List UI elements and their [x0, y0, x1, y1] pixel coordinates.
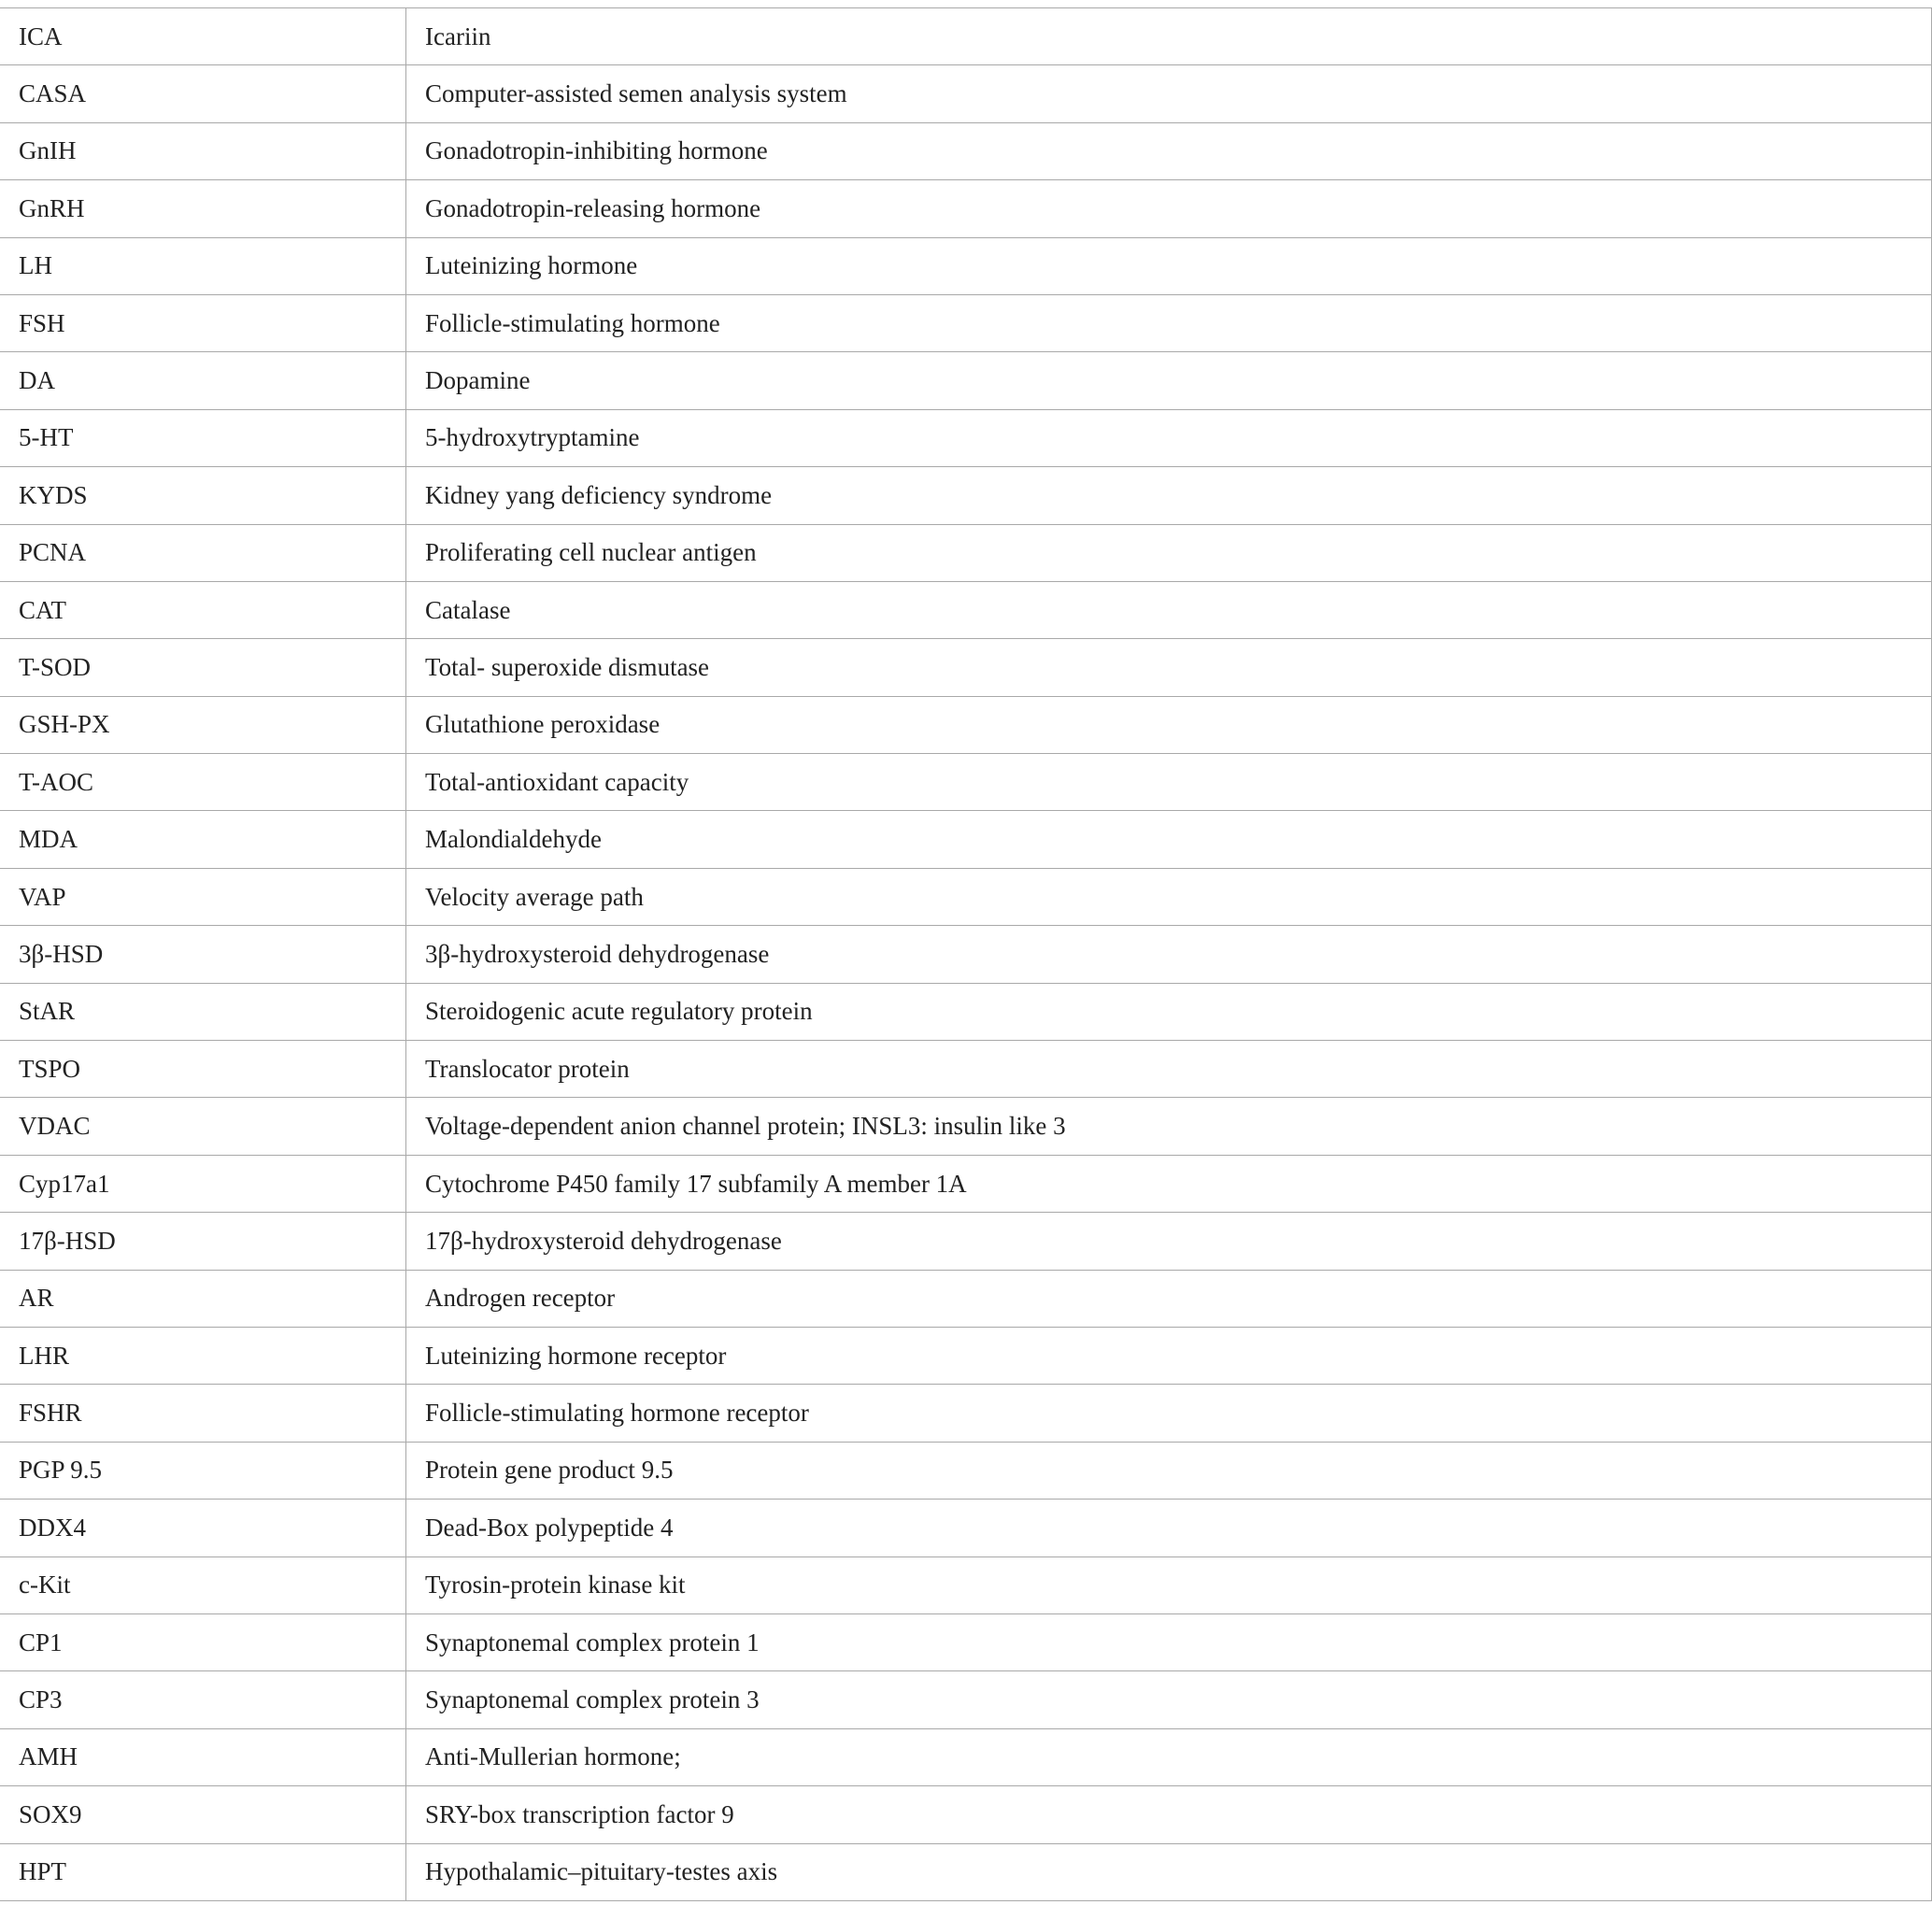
abbreviation-cell: 5-HT: [0, 409, 406, 466]
definition-cell: Dopamine: [406, 352, 1932, 409]
definition-cell: Voltage-dependent anion channel protein; INSL3: insulin like 3: [406, 1098, 1932, 1155]
table-row: [0, 1098, 1932, 1155]
table-row: [0, 1041, 1932, 1098]
table-row: [0, 409, 1932, 466]
table-row: [0, 926, 1932, 983]
definition-cell: Velocity average path: [406, 868, 1932, 925]
abbreviation-cell: VAP: [0, 868, 406, 925]
abbreviation-cell: c-Kit: [0, 1557, 406, 1613]
table-row: [0, 581, 1932, 638]
abbreviation-cell: 3β-HSD: [0, 926, 406, 983]
definition-cell: Protein gene product 9.5: [406, 1442, 1932, 1499]
abbreviation-cell: GnIH: [0, 122, 406, 179]
abbreviation-cell: LH: [0, 237, 406, 294]
definition-cell: Proliferating cell nuclear antigen: [406, 524, 1932, 581]
table-row: [0, 294, 1932, 351]
table-row: [0, 1671, 1932, 1728]
table-row: [0, 8, 1932, 65]
table-row: [0, 696, 1932, 753]
definition-cell: Total- superoxide dismutase: [406, 639, 1932, 696]
definition-cell: SRY-box transcription factor 9: [406, 1786, 1932, 1843]
abbreviation-cell: StAR: [0, 983, 406, 1040]
table-row: [0, 1843, 1932, 1900]
abbreviation-cell: TSPO: [0, 1041, 406, 1098]
abbreviation-table: [0, 7, 1932, 1901]
definition-cell: Translocator protein: [406, 1041, 1932, 1098]
abbreviation-cell: FSHR: [0, 1385, 406, 1442]
definition-cell: Tyrosin-protein kinase kit: [406, 1557, 1932, 1613]
definition-cell: Luteinizing hormone receptor: [406, 1327, 1932, 1384]
abbreviation-cell: Cyp17a1: [0, 1155, 406, 1212]
definition-cell: Glutathione peroxidase: [406, 696, 1932, 753]
table-row: [0, 1500, 1932, 1557]
definition-cell: Synaptonemal complex protein 1: [406, 1613, 1932, 1670]
abbreviation-cell: GnRH: [0, 180, 406, 237]
abbreviation-cell: DDX4: [0, 1500, 406, 1557]
abbreviation-cell: PCNA: [0, 524, 406, 581]
table-row: [0, 1557, 1932, 1613]
table-row: [0, 122, 1932, 179]
abbreviation-cell: KYDS: [0, 467, 406, 524]
definition-cell: Catalase: [406, 581, 1932, 638]
abbreviation-cell: T-AOC: [0, 754, 406, 811]
definition-cell: Hypothalamic–pituitary-testes axis: [406, 1843, 1932, 1900]
abbreviation-cell: SOX9: [0, 1786, 406, 1843]
abbreviation-table-container: [0, 7, 1932, 1901]
definition-cell: Dead-Box polypeptide 4: [406, 1500, 1932, 1557]
abbreviation-cell: CAT: [0, 581, 406, 638]
definition-cell: Follicle-stimulating hormone: [406, 294, 1932, 351]
abbreviation-cell: HPT: [0, 1843, 406, 1900]
table-row: [0, 983, 1932, 1040]
definition-cell: Follicle-stimulating hormone receptor: [406, 1385, 1932, 1442]
definition-cell: Kidney yang deficiency syndrome: [406, 467, 1932, 524]
definition-cell: Steroidogenic acute regulatory protein: [406, 983, 1932, 1040]
table-row: [0, 639, 1932, 696]
definition-cell: Synaptonemal complex protein 3: [406, 1671, 1932, 1728]
definition-cell: Anti-Mullerian hormone;: [406, 1728, 1932, 1785]
definition-cell: Androgen receptor: [406, 1270, 1932, 1327]
table-row: [0, 180, 1932, 237]
abbreviation-cell: PGP 9.5: [0, 1442, 406, 1499]
table-row: [0, 754, 1932, 811]
table-row: [0, 65, 1932, 122]
definition-cell: Total-antioxidant capacity: [406, 754, 1932, 811]
table-row: [0, 1385, 1932, 1442]
abbreviation-cell: CP1: [0, 1613, 406, 1670]
table-row: [0, 868, 1932, 925]
table-row: [0, 237, 1932, 294]
definition-cell: Computer-assisted semen analysis system: [406, 65, 1932, 122]
table-row: [0, 1786, 1932, 1843]
table-row: [0, 352, 1932, 409]
table-row: [0, 1213, 1932, 1270]
definition-cell: 5-hydroxytryptamine: [406, 409, 1932, 466]
table-row: [0, 811, 1932, 868]
definition-cell: Icariin: [406, 8, 1932, 65]
table-row: [0, 1155, 1932, 1212]
definition-cell: Malondialdehyde: [406, 811, 1932, 868]
definition-cell: 3β-hydroxysteroid dehydrogenase: [406, 926, 1932, 983]
abbreviation-cell: FSH: [0, 294, 406, 351]
table-row: [0, 1613, 1932, 1670]
table-row: [0, 467, 1932, 524]
definition-cell: Cytochrome P450 family 17 subfamily A member 1A: [406, 1155, 1932, 1212]
definition-cell: Luteinizing hormone: [406, 237, 1932, 294]
table-row: [0, 1728, 1932, 1785]
table-row: [0, 1270, 1932, 1327]
abbreviation-cell: T-SOD: [0, 639, 406, 696]
abbreviation-cell: ICA: [0, 8, 406, 65]
abbreviation-cell: LHR: [0, 1327, 406, 1384]
table-row: [0, 1442, 1932, 1499]
definition-cell: 17β-hydroxysteroid dehydrogenase: [406, 1213, 1932, 1270]
definition-cell: Gonadotropin-releasing hormone: [406, 180, 1932, 237]
table-row: [0, 524, 1932, 581]
abbreviation-cell: AR: [0, 1270, 406, 1327]
abbreviation-cell: 17β-HSD: [0, 1213, 406, 1270]
abbreviation-cell: VDAC: [0, 1098, 406, 1155]
abbreviation-cell: AMH: [0, 1728, 406, 1785]
abbreviation-cell: CP3: [0, 1671, 406, 1728]
abbreviation-cell: GSH-PX: [0, 696, 406, 753]
abbreviation-cell: MDA: [0, 811, 406, 868]
table-row: [0, 1327, 1932, 1384]
definition-cell: Gonadotropin-inhibiting hormone: [406, 122, 1932, 179]
abbreviation-table-body: [0, 8, 1932, 1901]
abbreviation-cell: CASA: [0, 65, 406, 122]
abbreviation-cell: DA: [0, 352, 406, 409]
